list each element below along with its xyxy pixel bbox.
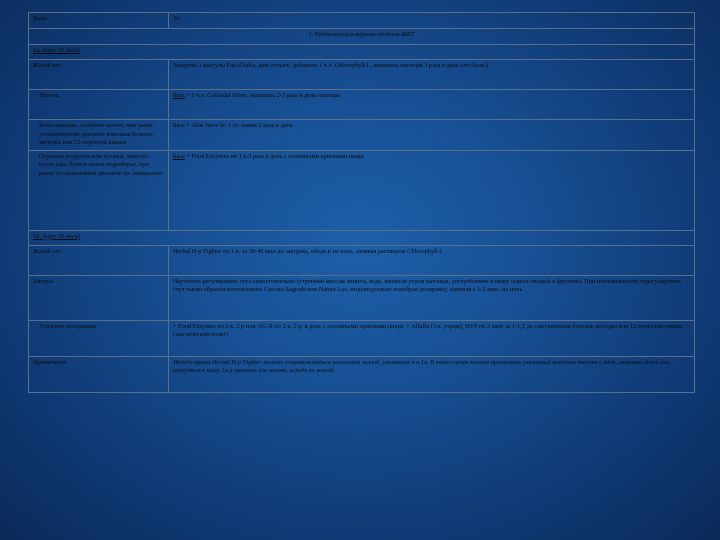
row-left: Отрыжка воздухом или тухлым, тяжесть после еды, боли в левом подреберье, при ранее установленном диагнозе хр. панкреатит <box>29 150 169 230</box>
row-right: Иногда прием Herbal H-p Fighter может сопровождаться усилением жалоб, указанных в п 1а. В этом случае можно принимать указанный комплекс вместе с едой, меньшей дозой или вернуться к шагу 1а и принять его заново, исходя из жалоб. <box>169 356 695 392</box>
row-left: Запоры <box>29 275 169 320</box>
row-right: База + Aloe Juice по 1 ст. ложке 2 раза в день <box>169 120 695 151</box>
title-row <box>29 29 695 45</box>
table-row <box>29 356 695 392</box>
header-left: Было <box>29 13 169 29</box>
base-underlined: База <box>173 152 185 160</box>
table-row <box>29 275 695 320</box>
table-row <box>29 150 695 230</box>
row-left: Примечание <box>29 356 169 392</box>
header-row <box>29 13 695 29</box>
table-row <box>29 245 695 275</box>
base-underlined: База <box>173 92 185 99</box>
table-row <box>29 320 695 356</box>
row-right <box>169 150 695 230</box>
row-right-text: + Food Enzymes по 1 к.3 раза в день с основными приемами пищи. <box>184 152 366 160</box>
document-table-wrapper <box>28 12 695 393</box>
row-right: Заварить 3 капсулы Fan d'Arko, дать остыть, добавить 1 ч.л. Chlorophyll L, выпивать натощак 3 раза в день (это база!) <box>169 60 695 90</box>
row-left: Боли натощак, особенно ночью, при ранее установленном диагнозе язвенная болезнь желудка или 12-перстной кишки <box>29 120 169 151</box>
row-right: + Food Enzymes по 2 к. 2 р или AG-X по 2 к. 2 р. в день с основными приемами пищи; + Alfalfa (3 к. утром), HVP по 2 капс за 1-1,5 до сна (язвенная болезнь желудка или 12-перстной кишки, спастический колит) <box>169 320 695 356</box>
header-right: То <box>169 13 695 29</box>
section-a-row <box>29 45 695 60</box>
row-left: Усиление программы <box>29 320 169 356</box>
row-right <box>169 90 695 120</box>
row-right: Научитесь регулировать стул самостоятельно (утренний массаж живота, вода, выпитая утром натощак, употребление в пищу сырых овощей и фруктов). При невозможности отрегулировать стул таким образом использовать Cascara Sagrada или Nature Lax, индивидуально подобрав дозировку, начиная с 1-2 капс. на ночь <box>169 275 695 320</box>
row-right-text: + 1 ч.л. Colloidal Silver, выпивать 2-3 раза в день натощак <box>184 92 341 99</box>
section-a-label: 1а. (курс 20 дней) <box>29 45 695 60</box>
row-left: Изжога, <box>29 90 169 120</box>
table-row <box>29 120 695 151</box>
page-title: 1. Реабилитация верхних отделов ЖКТ <box>29 29 695 45</box>
row-left: Жалоб нет <box>29 60 169 90</box>
table-row <box>29 90 695 120</box>
table-row <box>29 60 695 90</box>
row-right: Herbal H-p Fighter по 1 к. за 30-40 мин до завтрака, обеда и на ночь, запивая раствором Chlorophyll L <box>169 245 695 275</box>
section-b-row <box>29 230 695 245</box>
row-left: Жалоб нет <box>29 245 169 275</box>
section-b-label: 1б. (курс 20 дней) <box>29 230 695 245</box>
rehab-table <box>28 12 695 393</box>
